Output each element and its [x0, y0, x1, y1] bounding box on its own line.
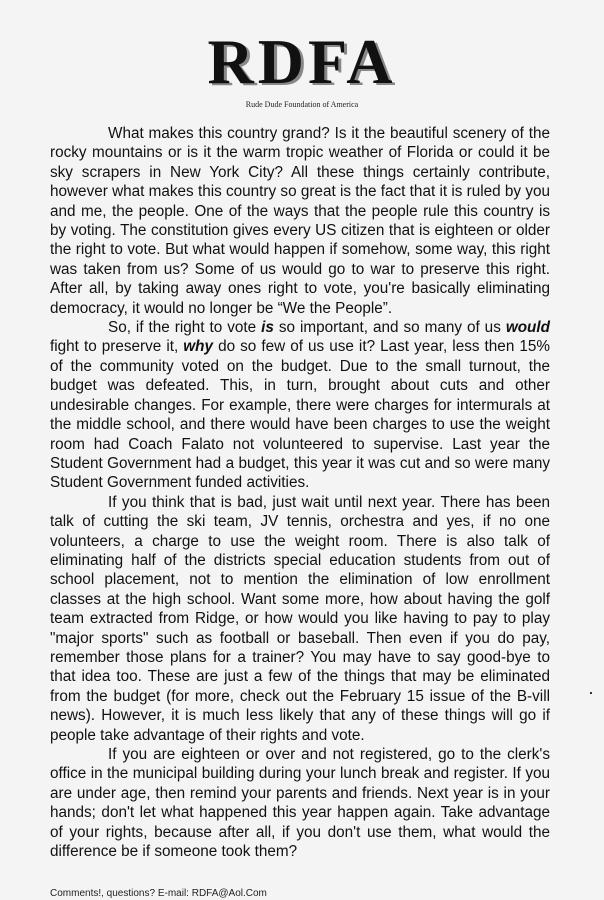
emphasized-word: is [261, 319, 274, 337]
paragraph-text: do so few of us use it? Last year, less then 15% of the community voted on the budget. Due to the small turnout, the budget was defeated. This, in turn, brought about cuts and other undesirable changes. For example, there were charges for intermurals at the middle school, and there would have been charges to use the weight room had Coach Falato not volunteered to supervise. Last year the Student Government had a budget, this year it was cut and so were many Student Government funded activities. [50, 338, 550, 492]
letterhead [0, 26, 604, 110]
rdfa-logo: RDFA [207, 26, 397, 97]
paragraph-text: So, if the right to vote [108, 319, 262, 337]
organization-name: Rude Dude Foundation of America [245, 100, 359, 109]
emphasized-word: would [505, 319, 550, 337]
paragraph [50, 318, 550, 493]
paragraph-text: fight to preserve it, [50, 338, 184, 356]
article-body [50, 124, 550, 861]
paragraph [50, 745, 550, 861]
paragraph [50, 124, 550, 318]
contact-footer: Comments!, questions? E-mail: RDFA@Aol.Com [50, 888, 267, 900]
paragraph-text: If you are eighteen or over and not registered, go to the clerk's office in the municipal building during your lunch break and register. If you are under age, then remind your parents and friends. Next year is in your hands; don't let what happened this year happen again. Take advantage of your rights, because after all, if you don't use them, what would the difference be if someone took them? [50, 746, 550, 861]
emphasized-word: why [183, 338, 214, 356]
paragraph-text: If you think that is bad, just wait until next year. There has been talk of cutting the ski team, JV tennis, orchestra and yes, if no one volunteers, a charge to use the weight room. There is also talk of eliminating half of the districts special education students from out of school placement, not to mention the elimination of low enrollment classes at the high school. Want some more, how about having the golf team extracted from Ridge, or how would you like having to pay to play "major sports" such as football or baseball. Then even if you do pay, remember those plans for a trainer? You may have to say good-bye to that idea too. These are just a few of the things that may be eliminated from the budget (for more, check out the February 15 issue of the B-vill news). However, it is much less likely that any of these things will go if people take advantage of their rights and vote. [50, 493, 550, 744]
paragraph-text: What makes this country grand? Is it the beautiful scenery of the rocky mountains or is it the warm tropic weather of Florida or could it be sky scrapers in New York City? All these things certainly contribute, however what makes this country so great is the fact that it is ruled by you and me, the people. One of the ways that the people rule this country is by voting. The constitution gives every US citizen that is eighteen or older the right to vote. But what would happen if somehow, some way, this right was taken from us? Some of us would go to war to preserve this right. After all, by taking away ones right to vote, you're basically eliminating democracy, it would no longer be “We the People”. [50, 125, 550, 317]
paragraph [50, 493, 550, 745]
paragraph-text: so important, and so many of us [273, 319, 506, 337]
stray-mark [590, 692, 592, 694]
